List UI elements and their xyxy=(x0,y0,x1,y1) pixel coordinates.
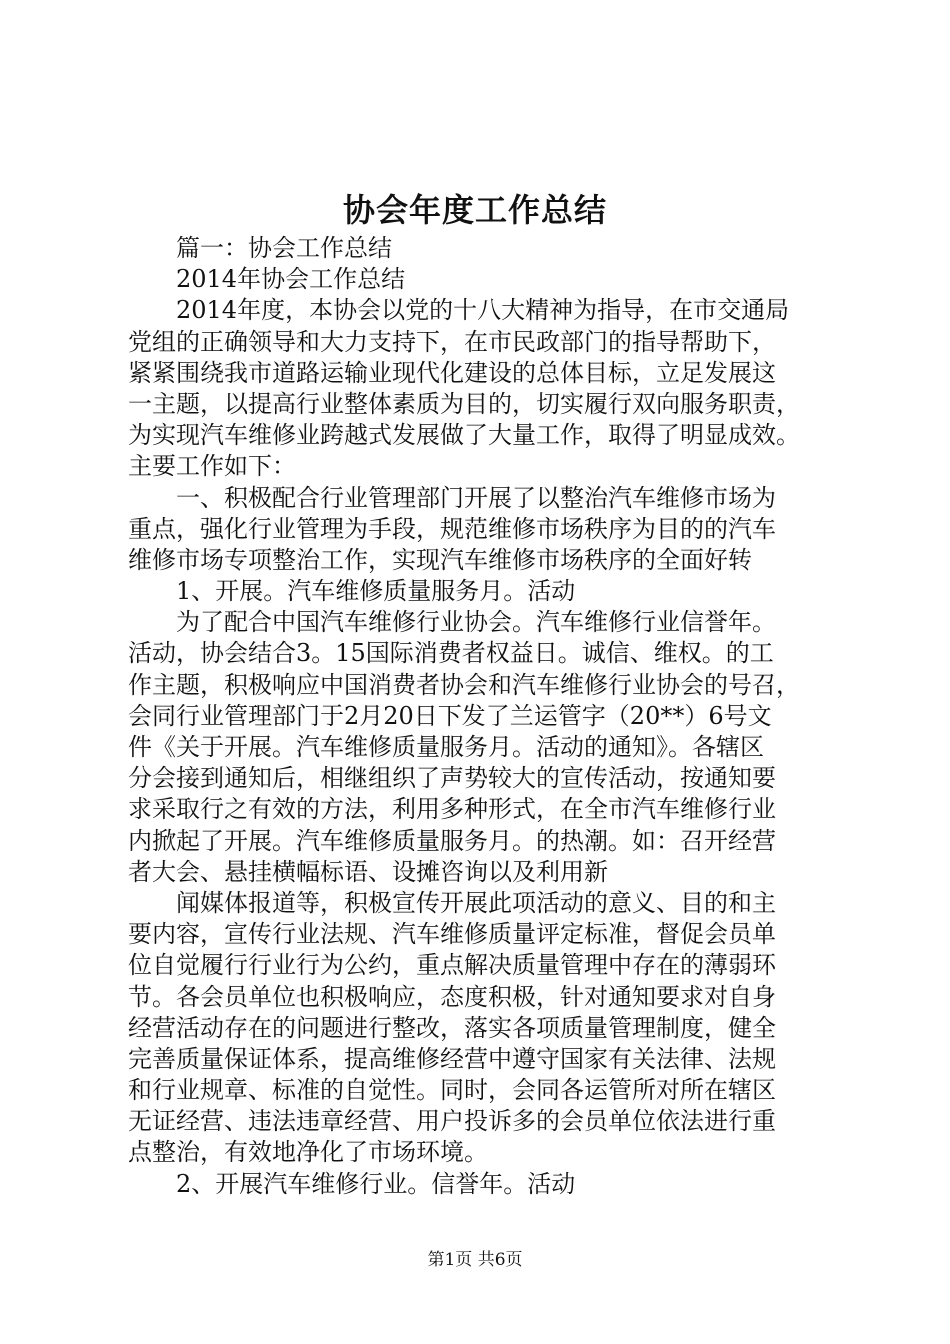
text-line: 分会接到通知后，相继组织了声势较大的宣传活动，按通知要 xyxy=(128,764,776,793)
text-line: 一主题，以提高行业整体素质为目的，切实履行双向服务职责， xyxy=(128,389,800,418)
text-line: 2、开展汽车维修行业。信誉年。活动 xyxy=(176,1169,576,1198)
text-line: 闻媒体报道等，积极宣传开展此项活动的意义、目的和主 xyxy=(176,888,776,917)
text-line: 活动，协会结合3。15国际消费者权益日。诚信、维权。的工 xyxy=(128,639,774,668)
text-line: 会同行业管理部门于2月20日下发了兰运管字（20**）6号文 xyxy=(128,701,772,730)
text-line: 1、开展。汽车维修质量服务月。活动 xyxy=(176,577,576,606)
text-line: 件《关于开展。汽车维修质量服务月。活动的通知》。各辖区 xyxy=(128,733,764,761)
text-line: 2014年度，本协会以党的十八大精神为指导，在市交通局 xyxy=(176,296,790,325)
text-line: 为了配合中国汽车维修行业协会。汽车维修行业信誉年。 xyxy=(176,608,776,637)
text-line: 位自觉履行行业行为公约，重点解决质量管理中存在的薄弱环 xyxy=(128,951,776,980)
text-line: 节。各会员单位也积极响应，态度积极，针对通知要求对自身 xyxy=(128,982,776,1011)
text-line: 重点，强化行业管理为手段，规范维修市场秩序为目的的汽车 xyxy=(128,514,776,543)
document-body xyxy=(128,233,828,1200)
text-line: 和行业规章、标准的自觉性。同时，会同各运管所对所在辖区 xyxy=(128,1076,776,1105)
text-line: 求采取行之有效的方法，利用多种形式，在全市汽车维修行业 xyxy=(128,795,776,824)
text-line: 无证经营、违法违章经营、用户投诉多的会员单位依法进行重 xyxy=(128,1107,776,1136)
text-line: 一、积极配合行业管理部门开展了以整治汽车维修市场为 xyxy=(176,483,776,512)
text-line: 篇一：协会工作总结 xyxy=(176,234,392,262)
text-line: 2014年协会工作总结 xyxy=(176,265,406,294)
text-line: 点整治，有效地净化了市场环境。 xyxy=(128,1138,488,1167)
page-title: 协会年度工作总结 xyxy=(342,191,607,229)
page-footer: 第1页 共6页 xyxy=(427,1250,523,1270)
text-line: 作主题，积极响应中国消费者协会和汽车维修行业协会的号召， xyxy=(128,670,800,699)
text-line: 完善质量保证体系，提高维修经营中遵守国家有关法律、法规 xyxy=(128,1044,776,1073)
text-line: 内掀起了开展。汽车维修质量服务月。的热潮。如：召开经营 xyxy=(128,826,776,855)
text-line: 主要工作如下： xyxy=(128,452,296,481)
text-line: 为实现汽车维修业跨越式发展做了大量工作，取得了明显成效。 xyxy=(128,421,800,450)
text-line: 者大会、悬挂横幅标语、设摊咨询以及利用新 xyxy=(128,857,608,886)
text-line: 紧紧围绕我市道路运输业现代化建设的总体目标，立足发展这 xyxy=(128,358,776,387)
text-line: 维修市场专项整治工作，实现汽车维修市场秩序的全面好转 xyxy=(128,545,752,574)
text-line: 经营活动存在的问题进行整改，落实各项质量管理制度，健全 xyxy=(128,1013,776,1042)
text-line: 要内容，宣传行业法规、汽车维修质量评定标准，督促会员单 xyxy=(128,920,776,949)
text-line: 党组的正确领导和大力支持下，在市民政部门的指导帮助下， xyxy=(128,327,776,356)
